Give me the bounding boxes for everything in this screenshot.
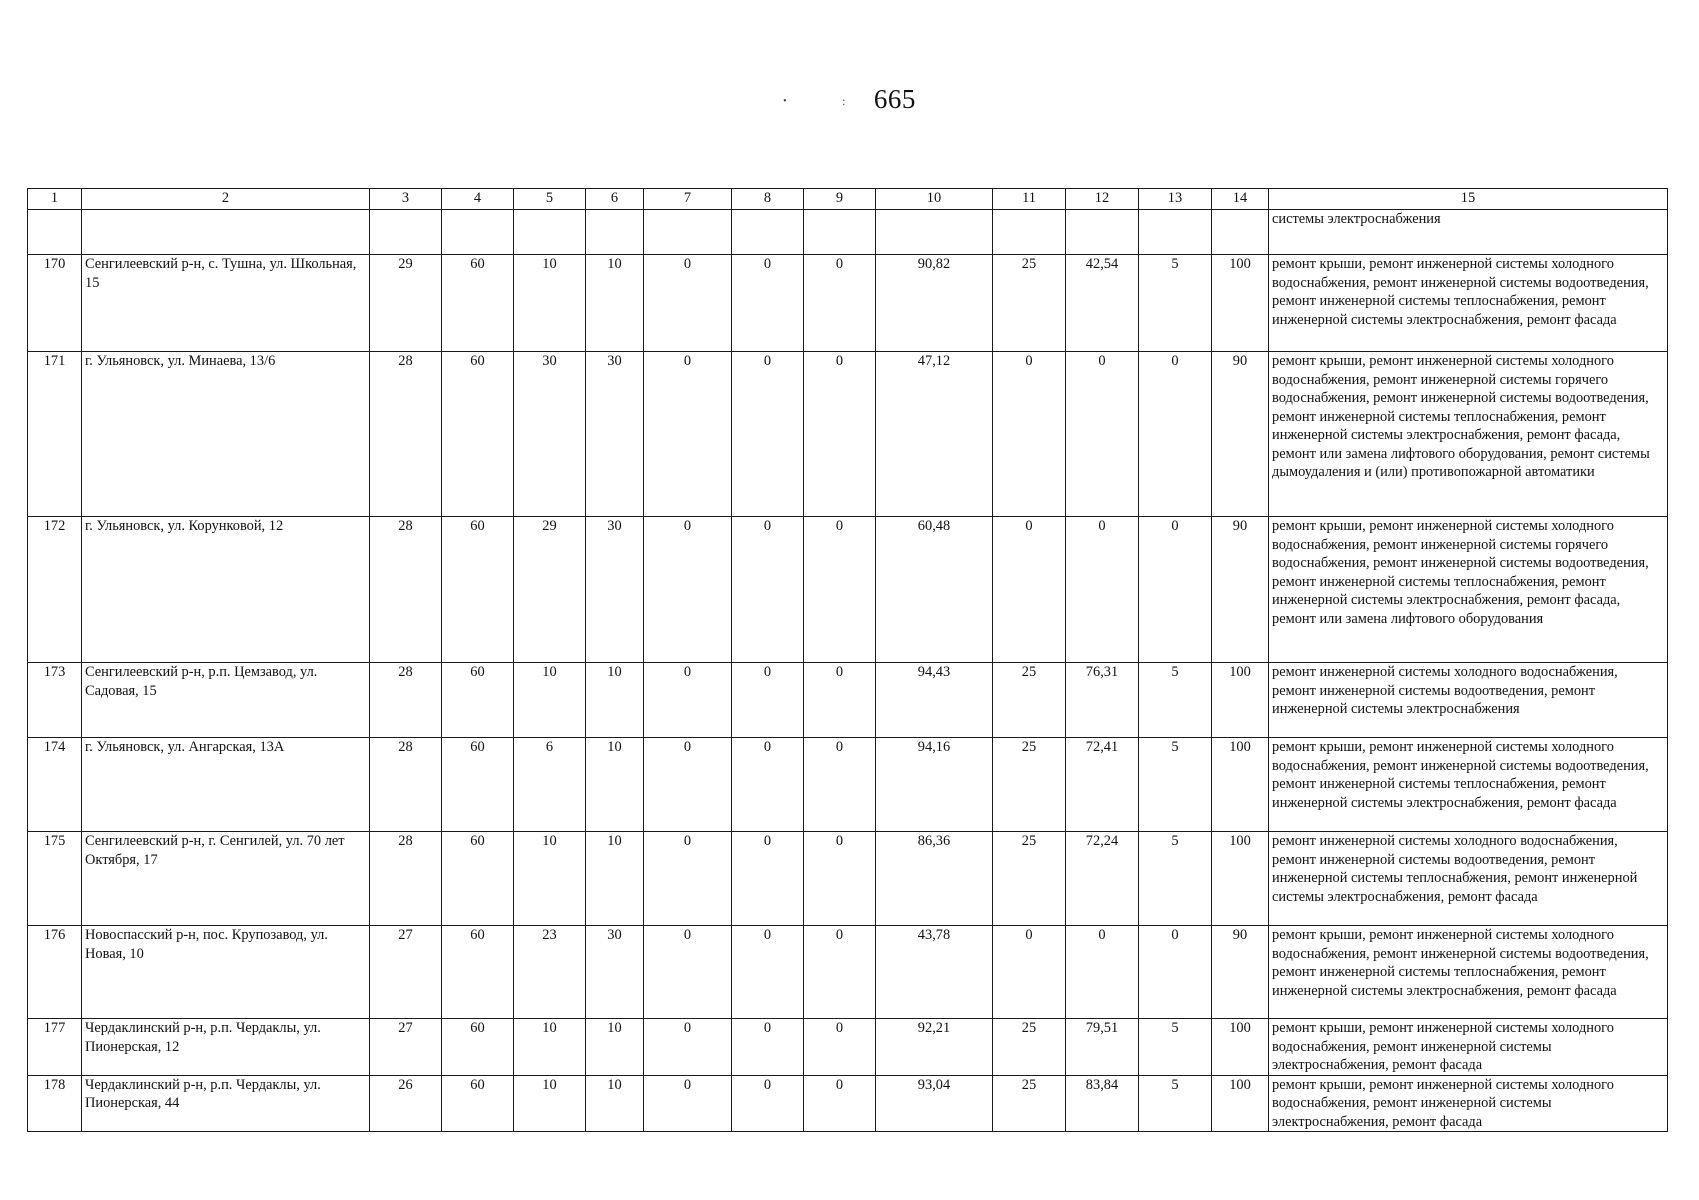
page-number-text: 665: [873, 84, 916, 114]
cell-value: 90: [1212, 352, 1269, 517]
cell-value: 0: [644, 255, 732, 352]
cell-value: 10: [514, 255, 586, 352]
cell-value: 10: [514, 1075, 586, 1132]
cell-value: 60: [442, 926, 514, 1019]
cell-value: 5: [1139, 255, 1212, 352]
scan-speck: :: [842, 94, 846, 109]
continuation-row: [28, 210, 1668, 255]
column-header: 7: [644, 189, 732, 210]
cell-value: 76,31: [1066, 663, 1139, 738]
cell-value: 90,82: [876, 255, 993, 352]
column-header: 12: [1066, 189, 1139, 210]
cell-value: 0: [1139, 517, 1212, 663]
table-row: [28, 926, 1668, 1019]
cell-value: 0: [732, 1075, 804, 1132]
cell-value: 30: [586, 517, 644, 663]
header-row: [28, 189, 1668, 210]
column-header: 13: [1139, 189, 1212, 210]
work-description: ремонт крыши, ремонт инженерной системы холодного водоснабжения, ремонт инженерной системы водоотведения, ремонт инженерной системы теплоснабжения, ремонт инженерной системы электроснабжения, ремонт фасада: [1269, 255, 1668, 352]
work-description: ремонт крыши, ремонт инженерной системы холодного водоснабжения, ремонт инженерной системы водоотведения, ремонт инженерной системы теплоснабжения, ремонт инженерной системы электроснабжения, ремонт фасада: [1269, 926, 1668, 1019]
cell-value: 42,54: [1066, 255, 1139, 352]
address: г. Ульяновск, ул. Корунковой, 12: [82, 517, 370, 663]
column-header: 9: [804, 189, 876, 210]
cell-value: 0: [993, 926, 1066, 1019]
cell-value: 100: [1212, 1019, 1269, 1076]
cell-value: 0: [732, 1019, 804, 1076]
cell-value: 0: [732, 352, 804, 517]
cell-value: 10: [514, 832, 586, 926]
column-header: 11: [993, 189, 1066, 210]
cell-value: 60: [442, 1075, 514, 1132]
cell-value: 0: [804, 926, 876, 1019]
table-row: [28, 832, 1668, 926]
cell-value: 25: [993, 255, 1066, 352]
cell-value: 25: [993, 1075, 1066, 1132]
cell-value: 10: [514, 1019, 586, 1076]
address: г. Ульяновск, ул. Минаева, 13/6: [82, 352, 370, 517]
cell-value: 10: [586, 663, 644, 738]
work-description: ремонт крыши, ремонт инженерной системы холодного водоснабжения, ремонт инженерной системы горячего водоснабжения, ремонт инженерной системы водоотведения, ремонт инженерной системы теплоснабжения, ремонт инженерной системы электроснабжения, ремонт фасада, ремонт или замена лифтового оборудования, ремонт системы дымоудаления и (или) противопожарной автоматики: [1269, 352, 1668, 517]
cell-value: 10: [514, 663, 586, 738]
cell-value: 0: [993, 352, 1066, 517]
table-row: [28, 517, 1668, 663]
cell-value: 47,12: [876, 352, 993, 517]
cell-value: 28: [370, 352, 442, 517]
cell-value: 94,43: [876, 663, 993, 738]
cell-value: 0: [1066, 352, 1139, 517]
cell-value: 0: [732, 255, 804, 352]
cell-value: 0: [644, 738, 732, 832]
cell-value: 28: [370, 663, 442, 738]
cell-value: 0: [804, 1075, 876, 1132]
cell-value: 90: [1212, 517, 1269, 663]
cell-value: 0: [732, 738, 804, 832]
cell-value: 60: [442, 352, 514, 517]
cell-value: 25: [993, 832, 1066, 926]
cell-value: 60: [442, 832, 514, 926]
address: Новоспасский р-н, пос. Крупозавод, ул. Новая, 10: [82, 926, 370, 1019]
cell-value: 5: [1139, 1075, 1212, 1132]
table-row: [28, 352, 1668, 517]
work-description: системы электроснабжения: [1269, 210, 1668, 255]
column-header: 1: [28, 189, 82, 210]
row-number: 174: [28, 738, 82, 832]
cell-value: 0: [644, 517, 732, 663]
cell-value: 60,48: [876, 517, 993, 663]
cell-value: 0: [804, 832, 876, 926]
cell-value: 100: [1212, 663, 1269, 738]
work-description: ремонт крыши, ремонт инженерной системы холодного водоснабжения, ремонт инженерной системы горячего водоснабжения, ремонт инженерной системы водоотведения, ремонт инженерной системы теплоснабжения, ремонт инженерной системы электроснабжения, ремонт фасада, ремонт или замена лифтового оборудования: [1269, 517, 1668, 663]
row-number: 173: [28, 663, 82, 738]
cell-value: 25: [993, 663, 1066, 738]
cell-value: 0: [1139, 352, 1212, 517]
table-row: [28, 738, 1668, 832]
row-number: 172: [28, 517, 82, 663]
address: Чердаклинский р-н, р.п. Чердаклы, ул. Пионерская, 12: [82, 1019, 370, 1076]
cell-value: 0: [804, 663, 876, 738]
cell-value: 28: [370, 738, 442, 832]
row-number: 171: [28, 352, 82, 517]
cell-value: 79,51: [1066, 1019, 1139, 1076]
cell-value: 0: [1139, 926, 1212, 1019]
cell-value: 5: [1139, 832, 1212, 926]
cell-value: 60: [442, 1019, 514, 1076]
cell-value: 0: [804, 352, 876, 517]
row-number: 177: [28, 1019, 82, 1076]
cell-value: 10: [586, 832, 644, 926]
cell-value: 0: [1066, 517, 1139, 663]
cell-value: 25: [993, 1019, 1066, 1076]
cell-value: 10: [586, 1019, 644, 1076]
cell-value: 27: [370, 926, 442, 1019]
page-number: [0, 84, 1699, 115]
cell-value: 5: [1139, 1019, 1212, 1076]
cell-value: 0: [644, 663, 732, 738]
cell-value: 94,16: [876, 738, 993, 832]
cell-value: 92,21: [876, 1019, 993, 1076]
work-description: ремонт крыши, ремонт инженерной системы холодного водоснабжения, ремонт инженерной системы водоотведения, ремонт инженерной системы теплоснабжения, ремонт инженерной системы электроснабжения, ремонт фасада: [1269, 738, 1668, 832]
cell-value: 0: [993, 517, 1066, 663]
column-header: 10: [876, 189, 993, 210]
cell-value: 100: [1212, 738, 1269, 832]
cell-value: 5: [1139, 738, 1212, 832]
cell-value: 0: [732, 517, 804, 663]
cell-value: 0: [732, 832, 804, 926]
cell-value: 29: [514, 517, 586, 663]
address: Сенгилеевский р-н, г. Сенгилей, ул. 70 лет Октября, 17: [82, 832, 370, 926]
cell-value: 60: [442, 738, 514, 832]
cell-value: 10: [586, 255, 644, 352]
cell-value: 72,24: [1066, 832, 1139, 926]
address: Сенгилеевский р-н, с. Тушна, ул. Школьная, 15: [82, 255, 370, 352]
row-number: 178: [28, 1075, 82, 1132]
cell-value: 30: [586, 926, 644, 1019]
address: г. Ульяновск, ул. Ангарская, 13А: [82, 738, 370, 832]
row-number: 176: [28, 926, 82, 1019]
cell-value: 0: [804, 738, 876, 832]
column-header: 5: [514, 189, 586, 210]
cell-value: 5: [1139, 663, 1212, 738]
column-header: 2: [82, 189, 370, 210]
cell-value: 30: [586, 352, 644, 517]
cell-value: 25: [993, 738, 1066, 832]
work-description: ремонт крыши, ремонт инженерной системы холодного водоснабжения, ремонт инженерной системы электроснабжения, ремонт фасада: [1269, 1019, 1668, 1076]
table-row: [28, 1019, 1668, 1076]
cell-value: 60: [442, 517, 514, 663]
cell-value: 29: [370, 255, 442, 352]
cell-value: 0: [732, 926, 804, 1019]
cell-value: 0: [644, 1019, 732, 1076]
cell-value: 0: [804, 255, 876, 352]
cell-value: 0: [804, 517, 876, 663]
cell-value: 28: [370, 832, 442, 926]
cell-value: 100: [1212, 832, 1269, 926]
cell-value: 43,78: [876, 926, 993, 1019]
cell-value: 23: [514, 926, 586, 1019]
table-row: [28, 663, 1668, 738]
work-description: ремонт инженерной системы холодного водоснабжения, ремонт инженерной системы водоотведения, ремонт инженерной системы электроснабжения: [1269, 663, 1668, 738]
cell-value: 60: [442, 663, 514, 738]
cell-value: 0: [644, 1075, 732, 1132]
register-table: [27, 188, 1668, 1132]
table-row: [28, 255, 1668, 352]
cell-value: 0: [1066, 926, 1139, 1019]
row-number: 170: [28, 255, 82, 352]
cell-value: 0: [644, 352, 732, 517]
cell-value: 100: [1212, 1075, 1269, 1132]
address: Сенгилеевский р-н, р.п. Цемзавод, ул. Садовая, 15: [82, 663, 370, 738]
column-header: 8: [732, 189, 804, 210]
cell-value: 10: [586, 1075, 644, 1132]
cell-value: 30: [514, 352, 586, 517]
work-description: ремонт крыши, ремонт инженерной системы холодного водоснабжения, ремонт инженерной системы электроснабжения, ремонт фасада: [1269, 1075, 1668, 1132]
cell-value: 90: [1212, 926, 1269, 1019]
cell-value: 86,36: [876, 832, 993, 926]
cell-value: 0: [644, 926, 732, 1019]
column-header: 15: [1269, 189, 1668, 210]
row-number: 175: [28, 832, 82, 926]
column-header: 3: [370, 189, 442, 210]
cell-value: 26: [370, 1075, 442, 1132]
cell-value: 72,41: [1066, 738, 1139, 832]
cell-value: 28: [370, 517, 442, 663]
column-header: 4: [442, 189, 514, 210]
cell-value: 10: [586, 738, 644, 832]
table-row: [28, 1075, 1668, 1132]
column-header: 6: [586, 189, 644, 210]
cell-value: 100: [1212, 255, 1269, 352]
scan-speck: •: [783, 96, 788, 108]
cell-value: 83,84: [1066, 1075, 1139, 1132]
address: Чердаклинский р-н, р.п. Чердаклы, ул. Пионерская, 44: [82, 1075, 370, 1132]
cell-value: 6: [514, 738, 586, 832]
column-header: 14: [1212, 189, 1269, 210]
cell-value: 60: [442, 255, 514, 352]
cell-value: 0: [732, 663, 804, 738]
cell-value: 93,04: [876, 1075, 993, 1132]
cell-value: 0: [644, 832, 732, 926]
cell-value: 27: [370, 1019, 442, 1076]
cell-value: 0: [804, 1019, 876, 1076]
work-description: ремонт инженерной системы холодного водоснабжения, ремонт инженерной системы водоотведения, ремонт инженерной системы теплоснабжения, ремонт инженерной системы электроснабжения, ремонт фасада: [1269, 832, 1668, 926]
